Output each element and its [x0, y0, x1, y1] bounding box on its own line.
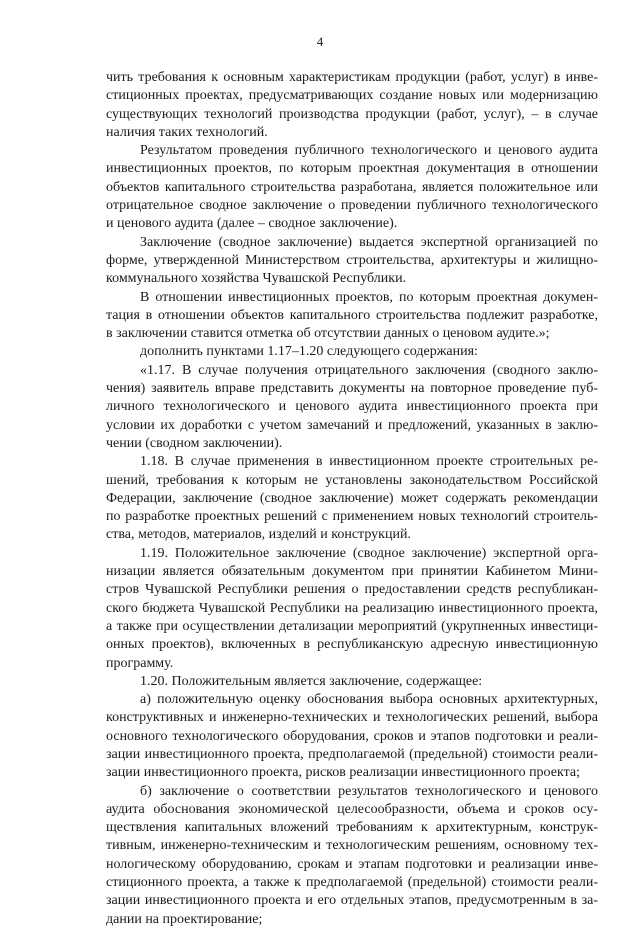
text-line: тация в отношении объектов капитального строительства подлежит разработке, [106, 307, 598, 323]
text-line: чить требования к основным характеристикам продукции (работ, услуг) в инве- [106, 70, 598, 85]
text-line: существующих технологий производства продукции (работ, услуг), – в случае [106, 106, 598, 122]
text-line: личного технологического и ценового аудита инвестиционного проекта при [106, 399, 598, 415]
body-text [106, 69, 598, 929]
text-line: условии их доработки с учетом замечаний и предложений, указанных в заклю- [106, 417, 598, 433]
text-line: шений, требования к которым не установлены законодательством Российской [106, 472, 598, 488]
text-line: а также при осуществлении детализации мероприятий (укрупненных инвестици- [106, 618, 598, 634]
text-line: форме, утвержденной Министерством строительства, архитектуры и жилищно- [106, 252, 598, 268]
text-line: ского бюджета Чувашской Республики на реализацию инвестиционного проекта, [106, 600, 598, 616]
text-line: 1.18. В случае применения в инвестиционном проекте строительных ре- [140, 454, 598, 470]
text-line: нологическому оборудованию, срокам и этапам подготовки и реализации инве- [106, 856, 598, 872]
text-line: программу. [106, 655, 174, 671]
text-line: зации инвестиционного проекта и его отдельных этапов, предусмотренным в за- [106, 893, 598, 909]
text-line: ства, методов, материалов, изделий и конструкций. [106, 527, 411, 543]
text-line: а) положительную оценку обоснования выбора основных архитектурных, [140, 692, 598, 708]
text-line: 1.19. Положительное заключение (сводное заключение) экспертной орга- [140, 545, 598, 561]
text-line: аудита обоснования экономической целесообразности, объема и сроков осу- [106, 801, 598, 817]
text-line: б) заключение о соответствии результатов технологического и ценового [140, 783, 598, 799]
text-line: ществления капитальных вложений требованиям к архитектурным, конструк- [106, 820, 598, 836]
text-line: стиционного проекта, а также к предполагаемой (предельной) стоимости реали- [106, 875, 598, 891]
text-line: Заключение (сводное заключение) выдается экспертной организацией по [140, 234, 598, 250]
text-line: стиционных проектах, предусматривающих создание новых или модернизацию [106, 88, 598, 104]
text-line: и ценового аудита (далее – сводное заключение). [106, 216, 398, 232]
text-line: 1.20. Положительным является заключение, содержащее: [140, 673, 483, 689]
text-line: конструктивных и инженерно-технических и технологических решений, выбора [106, 710, 598, 726]
text-line: дополнить пунктами 1.17–1.20 следующего содержания: [140, 344, 478, 360]
text-line: объектов капитального строительства разработана, является положительное или [106, 179, 598, 195]
text-line: зации инвестиционного проекта, рисков реализации инвестиционного проекта; [106, 765, 580, 781]
text-line: В отношении инвестиционных проектов, по которым проектная докумен- [140, 289, 598, 305]
page-number: 4 [316, 34, 324, 49]
text-line: зации инвестиционного проекта, предполагаемой (предельной) стоимости реали- [106, 746, 598, 762]
text-line: дании на проектирование; [106, 911, 263, 927]
text-line: стров Чувашской Республики решения о предоставлении средств республикан- [106, 582, 598, 598]
text-line: онных проектов), включенных в республиканскую адресную инвестиционную [106, 637, 598, 653]
text-line: коммунального хозяйства Чувашской Республики. [106, 271, 407, 287]
text-line: чении (сводном заключении). [106, 435, 283, 451]
text-line: тивным, инженерно-техническим и технологическим решениям, основному тех- [106, 838, 598, 854]
text-line: Результатом проведения публичного технологического и ценового аудита [140, 143, 598, 159]
text-line: чения) заявитель вправе представить документы на повторное проведение пуб- [106, 381, 598, 397]
text-line: инвестиционных проектов, по которым проектная документация в отношении [106, 161, 598, 177]
text-line: низации является обязательным документом при принятии Кабинетом Мини- [106, 564, 598, 580]
text-line: Федерации, заключение (сводное заключение) может содержать рекомендации [106, 490, 598, 506]
text-line: в заключении ставится отметка об отсутствии данных о ценовом аудите.»; [106, 326, 550, 342]
text-line: по разработке проектных решений с применением новых технологий строитель- [106, 509, 598, 525]
text-line: «1.17. В случае получения отрицательного заключения (сводного заклю- [140, 362, 598, 378]
text-line: наличия таких технологий. [106, 124, 268, 140]
text-line: отрицательное сводное заключение о проведении публичного технологического [106, 198, 598, 214]
text-line: основного технологического оборудования, сроков и этапов подготовки и реали- [106, 728, 598, 744]
